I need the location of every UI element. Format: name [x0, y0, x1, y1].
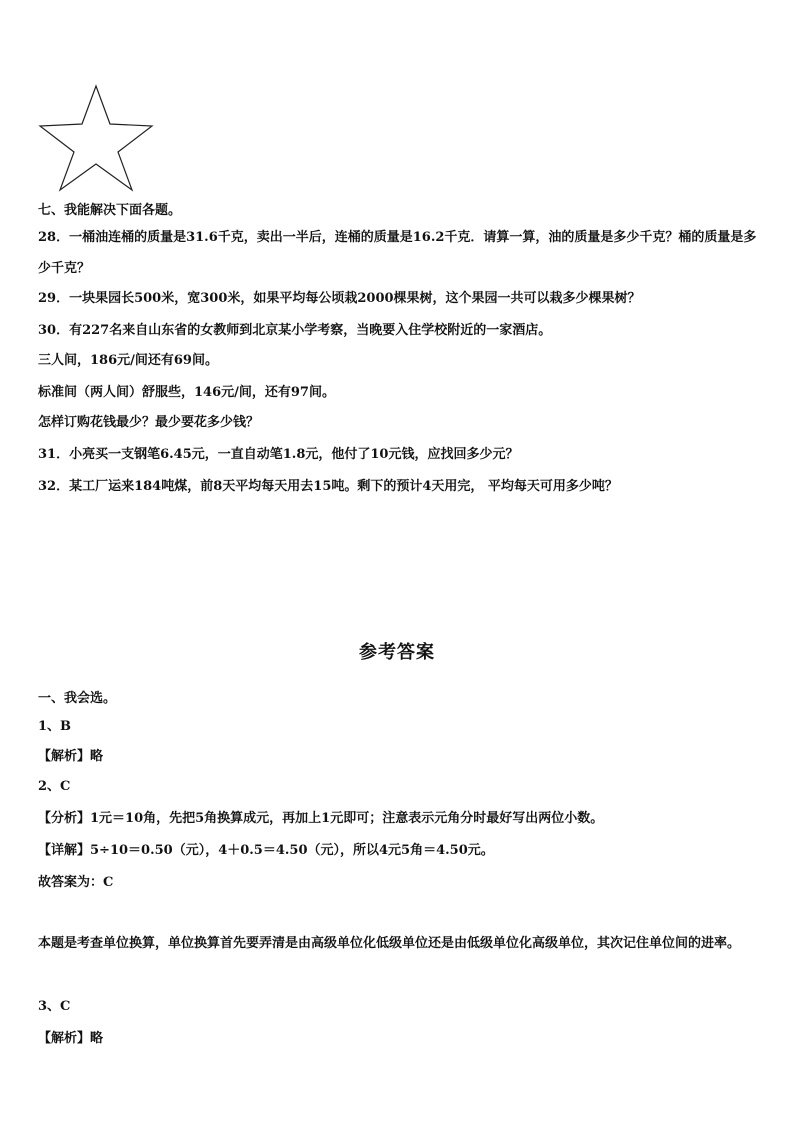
- question-30-ask: 怎样订购花钱最少？最少要花多少钱？: [38, 415, 260, 430]
- answer-2-detail: 【详解】5÷10＝0.50（元），4＋0.5＝4.50（元），所以4元5角＝4.50元。: [38, 843, 494, 858]
- answer-1: 1、B: [38, 719, 72, 734]
- answer-1-explanation: 【解析】略: [38, 749, 104, 764]
- answer-2-comment: 本题是考查单位换算，单位换算首先要弄清是由高级单位化低级单位还是由低级单位化高级单位，其次记住单位间的进率。: [38, 936, 741, 951]
- answer-3-explanation: 【解析】略: [38, 1031, 104, 1046]
- question-32: 32．某工厂运来184吨煤，前8天平均每天用去15吨。剩下的预计4天用完， 平均每天可用多少吨？: [38, 479, 618, 494]
- section-7-heading: 七、我能解决下面各题。: [38, 203, 182, 218]
- question-30-room-option-2: 标准间（两人间）舒服些，146元/间，还有97间。: [38, 385, 335, 400]
- answer-2: 2、C: [38, 779, 71, 794]
- answer-2-final: 故答案为：C: [38, 875, 114, 890]
- answer-2-analysis: 【分析】1元＝10角，先把5角换算成元，再加上1元即可；注意表示元角分时最好写出两位小数。: [38, 811, 604, 826]
- question-28: 28．一桶油连桶的质量是31.6千克，卖出一半后，连桶的质量是16.2千克．请算一算，油的质量是多少千克？桶的质量是多少千克？: [38, 230, 757, 276]
- question-29: 29．一块果园长500米，宽300米，如果平均每公顷栽2000棵果树，这个果园一共可以栽多少棵果树？: [38, 291, 641, 306]
- answer-3: 3、C: [38, 999, 71, 1014]
- answers-title: 参考答案: [359, 642, 435, 663]
- question-30-room-option-1: 三人间，186元/间还有69间。: [38, 353, 218, 368]
- question-31: 31．小亮买一支钢笔6.45元，一直自动笔1.8元，他付了10元钱，应找回多少元？: [38, 447, 519, 462]
- question-30: 30．有227名来自山东省的女教师到北京某小学考察，当晚要入住学校附近的一家酒店。: [38, 323, 552, 338]
- answers-section-1-heading: 一、我会选。: [38, 691, 117, 706]
- star-figure: [38, 84, 154, 192]
